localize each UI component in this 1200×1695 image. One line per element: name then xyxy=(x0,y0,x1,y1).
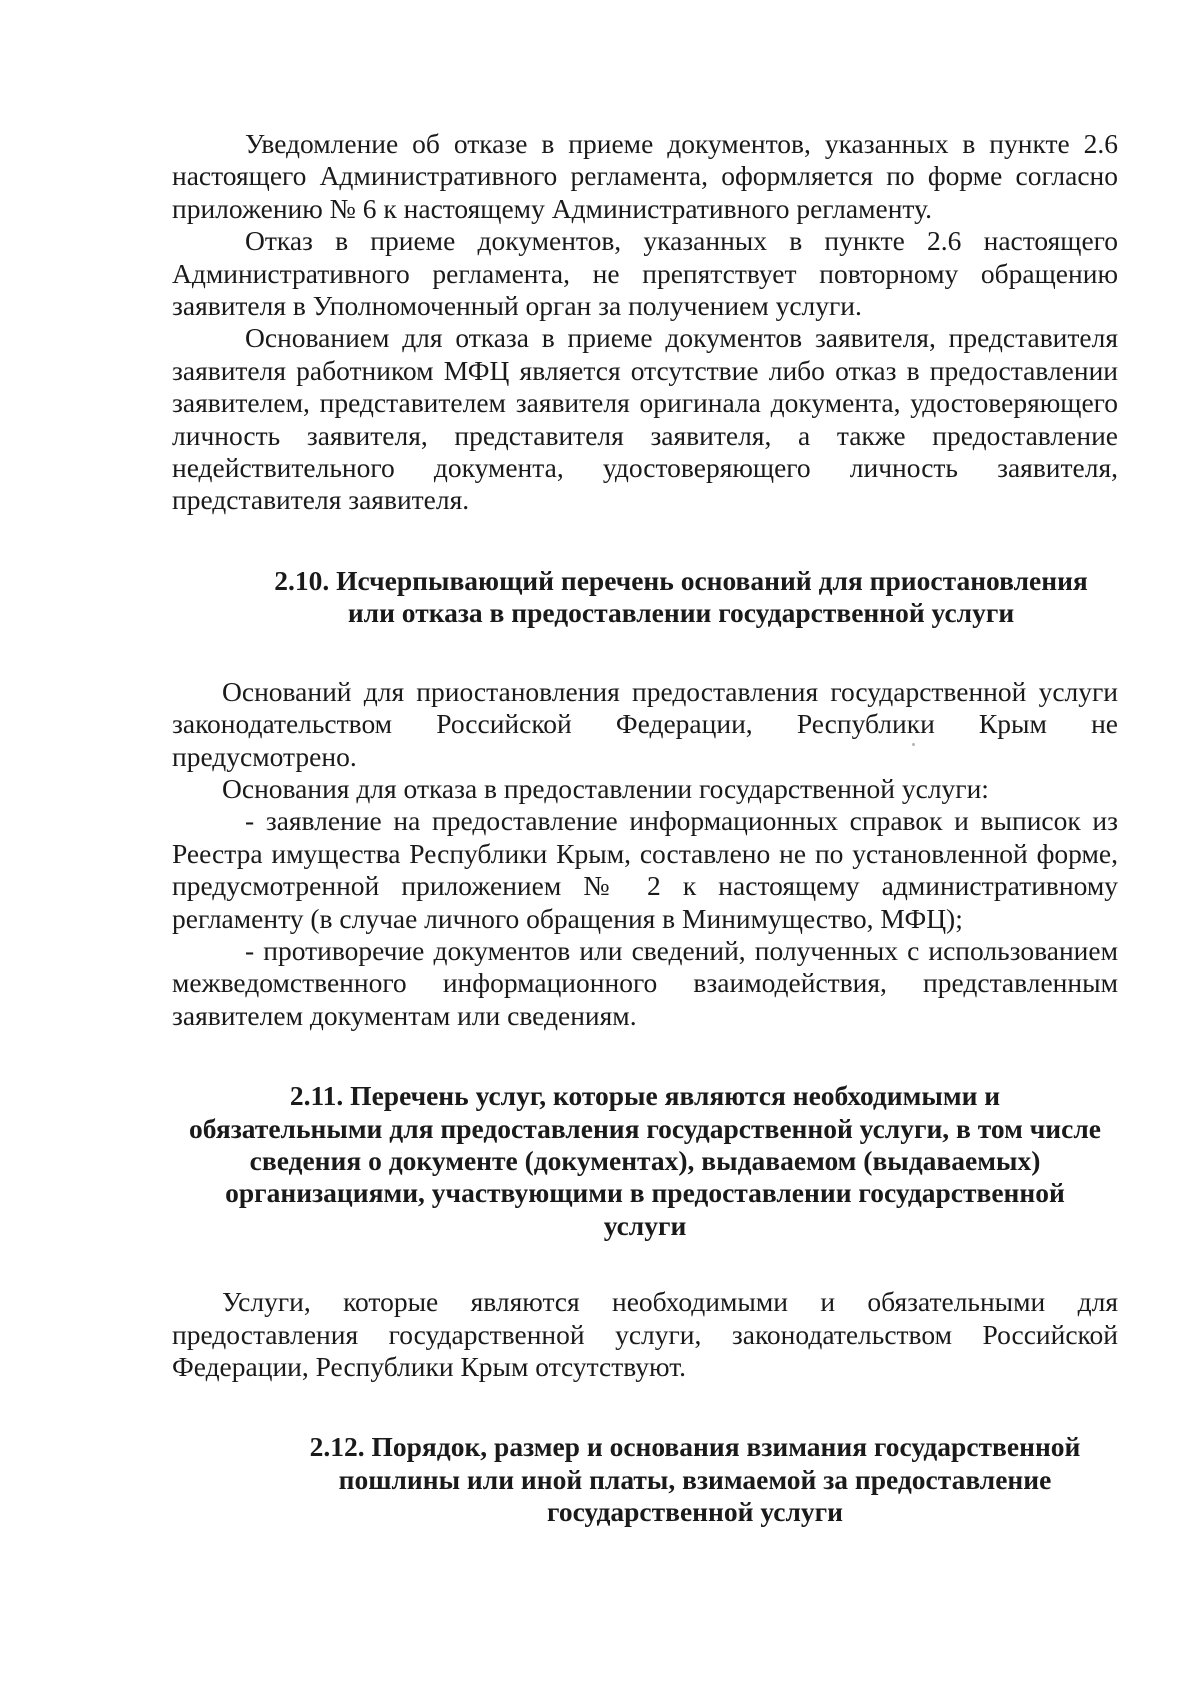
list-item-application-form: - заявление на предоставление информационных справок и выписок из Реестра имущества Республики Крым, составлено не по установленной форме, предусмотренной приложением № 2 к настоящему административному регламенту (в случае личного обращения в Минимущество, МФЦ); xyxy=(172,805,1118,934)
section-2-11-heading xyxy=(172,1080,1118,1242)
section-2-11-title-line3: сведения о документе (документах), выдаваемом (выдаваемых) xyxy=(249,1144,1041,1176)
paragraph-refusal-grounds-intro: Основания для отказа в предоставлении государственной услуги: xyxy=(222,772,989,804)
section-2-11-title-line5: услуги xyxy=(603,1209,687,1241)
section-2-10-title-line2: или отказа в предоставлении государственной услуги xyxy=(347,597,1015,629)
paragraph-mfc-refusal-grounds: Основанием для отказа в приеме документов заявителя, представителя заявителя работником МФЦ является отсутствие либо отказ в предоставлении заявителем, представителем заявителя оригинала документа, удостоверяющего личность заявителя, представителя заявителя, а также предоставление недействительного документа, удостоверяющего личность заявителя, представителя заявителя. xyxy=(172,322,1118,516)
section-2-12-heading xyxy=(172,1431,1118,1528)
section-2-11-title-line2: обязательными для предоставления государственной услуги, в том числе xyxy=(189,1112,1101,1144)
scan-speck xyxy=(912,743,915,746)
section-2-11-title-line1: 2.11. Перечень услуг, которые являются необходимыми и xyxy=(289,1080,1001,1112)
paragraph-refusal-no-obstacle: Отказ в приеме документов, указанных в пункте 2.6 настоящего Административного регламента, не препятствует повторному обращению заявителя в Уполномоченный орган за получением услуги. xyxy=(172,225,1118,322)
section-2-10-title-line1: 2.10. Исчерпывающий перечень оснований для приостановления xyxy=(274,564,1088,596)
section-2-12-title-line3: государственной услуги xyxy=(547,1496,843,1528)
paragraph-refusal-notice: Уведомление об отказе в приеме документов, указанных в пункте 2.6 настоящего Административного регламента, оформляется по форме согласно приложению № 6 к настоящему Административного регламенту. xyxy=(172,128,1118,224)
document-body xyxy=(172,128,1118,1529)
paragraph-necessary-services: Услуги, которые являются необходимыми и обязательными для предоставления государственной услуги, законодательством Российской Федерации, Республики Крым отсутствуют. xyxy=(172,1286,1118,1382)
section-2-11-title-line4: организациями, участвующими в предоставлении государственной xyxy=(225,1177,1065,1209)
section-2-12-title-line1: 2.12. Порядок, размер и основания взимания государственной xyxy=(309,1431,1081,1463)
paragraph-no-suspension-grounds: Оснований для приостановления предоставления государственной услуги законодательством Российской Федерации, Республики Крым не предусмотрено. xyxy=(172,675,1118,772)
section-2-12-title-line2: пошлины или иной платы, взимаемой за предоставление xyxy=(338,1463,1052,1495)
section-2-10-heading xyxy=(172,565,1118,630)
list-item-document-contradiction: - противоречие документов или сведений, полученных с использованием межведомственного информационного взаимодействия, представленным заявителем документам или сведениям. xyxy=(172,934,1118,1031)
